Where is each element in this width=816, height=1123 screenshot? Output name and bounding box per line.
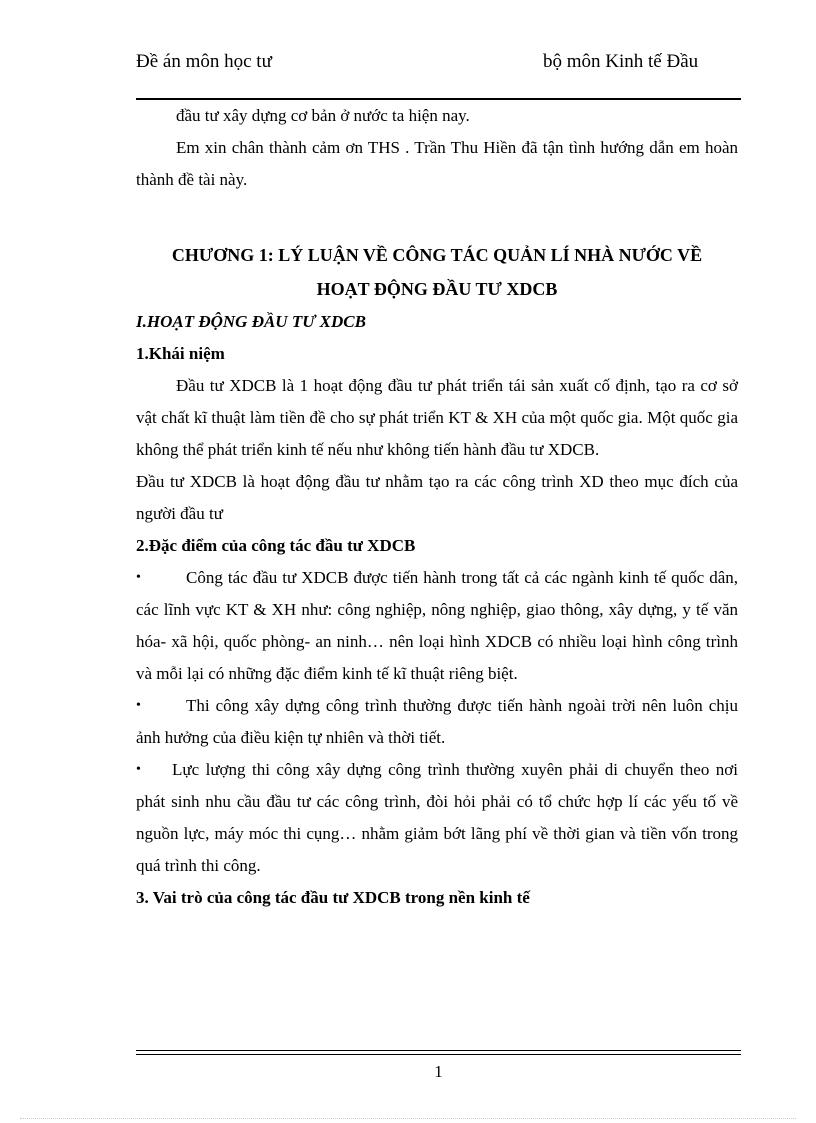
header-left-text: Đề án môn học tư	[136, 51, 272, 72]
page-edge-dotted-line	[20, 1118, 796, 1119]
bullet-item	[136, 562, 738, 690]
footer-divider-bottom	[136, 1054, 741, 1055]
bullet-icon: •	[136, 698, 141, 713]
concept-paragraph-2: Đầu tư XDCB là hoạt động đầu tư nhằm tạo ra các công trình XD theo mục đích của người đầu tư	[136, 472, 738, 523]
subsection-heading-1: 1.Khái niệm	[136, 344, 225, 363]
page-number: 1	[434, 1062, 443, 1081]
footer-divider-top	[136, 1050, 741, 1051]
intro-continuation: đầu tư xây dựng cơ bản ở nước ta hiện nay.	[176, 106, 470, 125]
section-heading: I.HOẠT ĐỘNG ĐẦU TƯ XDCB	[136, 312, 366, 331]
chapter-title-line-1: CHƯƠNG 1: LÝ LUẬN VỀ CÔNG TÁC QUẢN LÍ NHÀ NƯỚC VỀ	[171, 245, 703, 265]
subsection-heading-3: 3. Vai trò của công tác đầu tư XDCB trong nền kinh tế	[136, 888, 530, 907]
bullet-text: Lực lượng thi công xây dựng công trình thường xuyên phải di chuyển theo nơi phát sinh nhu cầu đầu tư các công trình, đòi hỏi phải có tổ chức hợp lí các yếu tố về nguồn lực, máy móc thi cụng… nhằm giảm bớt lãng phí về thời gian và tiền vốn trong quá trình thi công.	[136, 760, 738, 875]
bullet-item	[136, 690, 738, 754]
document-body	[136, 100, 738, 914]
bullet-text: Thi công xây dựng công trình thường được tiến hành ngoài trời nên luôn chịu ảnh hưởng của điều kiện tự nhiên và thời tiết.	[136, 696, 738, 747]
chapter-title	[136, 238, 738, 306]
concept-paragraph-1: Đầu tư XDCB là 1 hoạt động đầu tư phát triển tái sản xuất cố định, tạo ra cơ sở vật chất kĩ thuật làm tiền đề cho sự phát triển KT & XH của một quốc gia. Một quốc gia không thể phát triển kinh tế nếu như không tiến hành đầu tư XDCB.	[136, 376, 738, 459]
subsection-heading-2: 2.Đặc điểm của công tác đầu tư XDCB	[136, 536, 416, 555]
header-right-text: bộ môn Kinh tế Đầu	[543, 51, 699, 72]
bullet-icon: •	[136, 762, 141, 777]
chapter-title-line-2: HOẠT ĐỘNG ĐẦU TƯ XDCB	[316, 279, 558, 299]
bullet-item	[136, 754, 738, 882]
bullet-icon: •	[136, 570, 141, 585]
thanks-paragraph: Em xin chân thành cảm ơn THS . Trần Thu Hiền đã tận tình hướng dẫn em hoàn thành đề tài này.	[136, 138, 738, 189]
bullet-text: Công tác đầu tư XDCB được tiến hành trong tất cả các ngành kinh tế quốc dân, các lĩnh vực KT & XH như: công nghiệp, nông nghiệp, giao thông, xây dựng, y tế văn hóa- xã hội, quốc phòng- an ninh… nên loại hình XDCB có nhiều loại hình công trình và mỗi lại có những đặc điểm kinh tế kĩ thuật riêng biệt.	[136, 568, 738, 683]
